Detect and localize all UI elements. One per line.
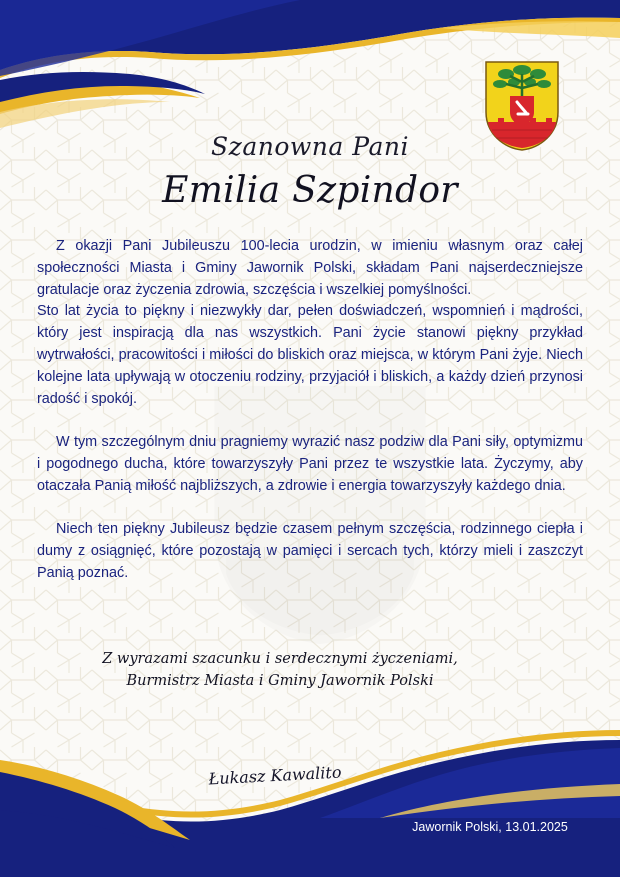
letter-body (37, 236, 583, 585)
place-and-date: Jawornik Polski, 13.01.2025 (412, 820, 568, 834)
closing-block (60, 648, 500, 692)
recipient-name: Emilia Szpindor (162, 170, 458, 211)
body-paragraph-3: W tym szczególnym dniu pragniemy wyrazić nasz podziw dla Pani siły, optymizmu i pogodnego ducha, które towarzyszyły Pani przez te wszystkie lata. Życzymy, aby otaczała Panią miłość najbliższych, a zdrowie i energia towarzyszyły każdego dnia. (37, 434, 583, 494)
bottom-wave-decoration (0, 700, 620, 877)
body-paragraph-1: Z okazji Pani Jubileuszu 100-lecia urodzin, w imieniu własnym oraz całej społeczności Miasta i Gminy Jawornik Polski, składam Pani najserdeczniejsze gratulacje oraz życzenia zdrowia, szczęścia i wszelkiej pomyślności. (37, 238, 583, 298)
handwritten-signature: Łukasz Kawalito (208, 762, 342, 789)
salutation: Szanowna Pani (211, 132, 409, 161)
closing-signatory-title: Burmistrz Miasta i Gminy Jawornik Polski (126, 673, 434, 689)
body-paragraph-4: Niech ten piękny Jubileusz będzie czasem pełnym szczęścia, rodzinnego ciepła i dumy z osiągnięć, które pozostają w pamięci i sercach tych, którzy mieli i zaszczyt Panią poznać. (37, 521, 583, 581)
body-paragraph-2: Sto lat życia to piękny i niezwykły dar, pełen doświadczeń, wspomnień i mądrości, który jest inspiracją dla nas wszystkich. Pani życie stanowi piękny przykład wytrwałości, pracowitości i miłości do bliskich oraz miejsca, w którym Pani żyje. Niech kolejne lata upływają w otoczeniu rodziny, przyjaciół i bliskich, a każdy dzień przynosi radość i spokój. (37, 303, 583, 407)
closing-greeting: Z wyrazami szacunku i serdecznymi życzeniami, (102, 651, 458, 667)
